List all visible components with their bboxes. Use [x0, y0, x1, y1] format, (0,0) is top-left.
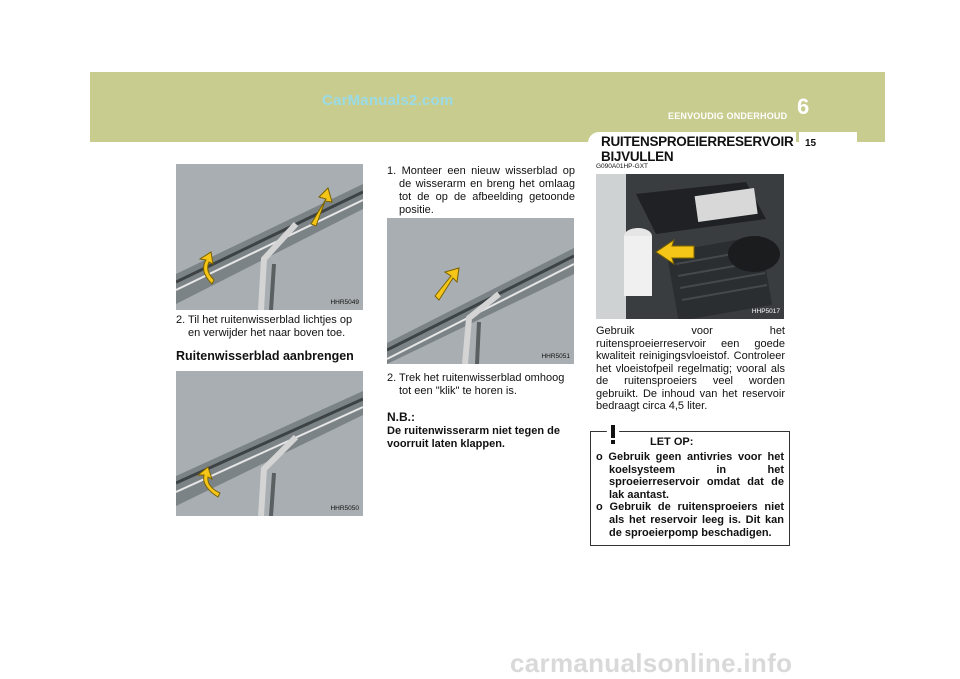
footer-watermark[interactable]: carmanualsonline.info [510, 648, 793, 678]
photo-code: HHR5051 [541, 353, 570, 360]
wiper-lower-photo [387, 218, 574, 364]
note-title: N.B.: [387, 410, 415, 424]
step-2-remove: 2. Til het ruitenwisserblad lichtjes op en verwijder het naar boven toe. [176, 314, 353, 339]
wiper-install-illustration [176, 371, 363, 516]
warning-list [596, 451, 784, 539]
photo-code: HHR5049 [330, 299, 359, 306]
subheading-install-blade: Ruitenwisserblad aanbrengen [176, 349, 354, 363]
washer-reservoir-photo [596, 174, 784, 319]
wiper-removal-illustration [176, 164, 363, 310]
reference-code: G090A01HP-GXT [596, 163, 649, 170]
heading-line-1: RUITENSPROEIERRESERVOIR [601, 134, 794, 149]
section-heading [601, 134, 793, 164]
photo-code: HHR5050 [330, 505, 359, 512]
chapter-number: 6 [797, 94, 810, 119]
wiper-removal-photo [176, 164, 363, 310]
warning-triangle-icon [598, 421, 628, 447]
wiper-install-photo [176, 371, 363, 516]
page-number: 15 [805, 138, 817, 149]
section-title: EENVOUDIG ONDERHOUD [668, 111, 788, 121]
warning-title: LET OP: [650, 436, 694, 448]
wiper-lower-illustration [387, 218, 574, 364]
warning-item: o Gebruik geen antivries voor het koelsysteem in het sproeierreservoir omdat dat de lak aantast. [596, 451, 784, 501]
site-logo[interactable]: CarManuals2.com [322, 92, 454, 109]
engine-bay-illustration [596, 174, 784, 319]
warning-item: o Gebruik de ruitensproeiers niet als het reservoir leeg is. Dit kan de sproeierpomp beschadigen. [596, 501, 784, 539]
step-2-click: 2. Trek het ruitenwisserblad omhoog tot een "klik" te horen is. [387, 372, 565, 397]
note-text: De ruitenwisserarm niet tegen de voorruit laten klappen. [387, 425, 560, 450]
heading-line-2: BIJVULLEN [601, 149, 674, 164]
photo-code: HHP5017 [751, 308, 780, 315]
reservoir-body-text: Gebruik voor het ruitensproeierreservoir een goede kwaliteit reinigingsvloeistof. Controleer het vloeistofpeil regelmatig; vooral als de ruitensproeiers veel worden gebruikt. De inhoud van het reservoir bedraagt circa 4,5 liter. [596, 325, 785, 412]
step-1-install: 1. Monteer een nieuw wisserblad op de wisserarm en breng het omlaag tot de op de afbeelding getoonde positie. [387, 165, 575, 216]
